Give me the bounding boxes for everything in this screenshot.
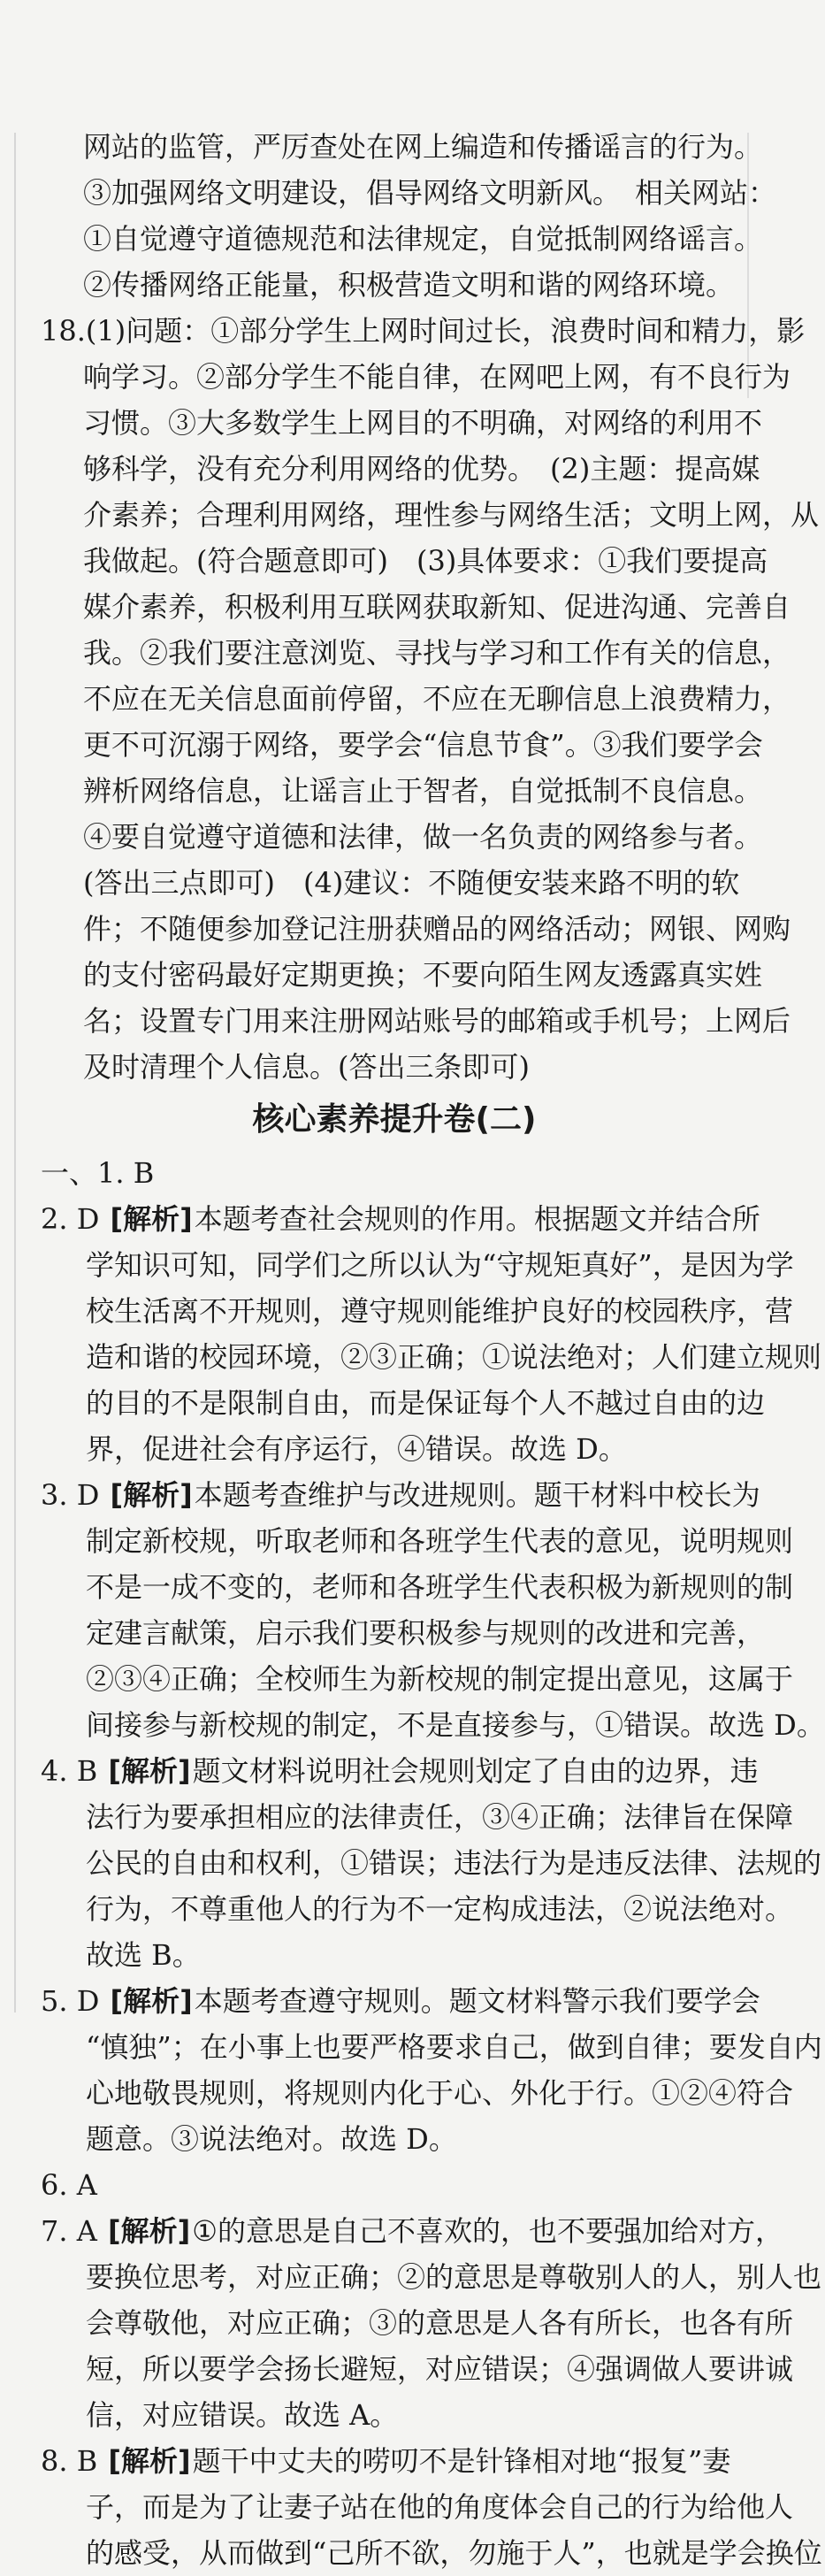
text-line: 信，对应错误。故选 A。 bbox=[86, 2398, 399, 2432]
text-line: 造和谐的校园环境，②③正确；①说法绝对；人们建立规则 bbox=[86, 1340, 822, 1374]
text-line: ①自觉遵守道德规范和法律规定，自觉抵制网络谣言。 bbox=[83, 222, 763, 256]
text-line: ③加强网络文明建设，倡导网络文明新风。 相关网站： bbox=[83, 176, 777, 210]
answer-number: 2. D bbox=[41, 1202, 100, 1236]
text-line: 界，促进社会有序运行，④错误。故选 D。 bbox=[86, 1432, 627, 1466]
text-line: 要换位思考，对应正确；②的意思是尊敬别人的人，别人也 bbox=[86, 2260, 822, 2294]
text-line: 18.(1)问题：①部分学生上网时间过长，浪费时间和精力，影 bbox=[41, 314, 806, 348]
text-line: 媒介素养，积极利用互联网获取新知、促进沟通、完善自 bbox=[83, 590, 791, 624]
text-line: 我做起。(符合题意即可) (3)具体要求：①我们要提高 bbox=[83, 544, 768, 578]
text-line: 间接参与新校规的制定，不是直接参与，①错误。故选 D。 bbox=[86, 1708, 825, 1742]
answer-number: 7. A bbox=[41, 2214, 97, 2248]
text-line: 学知识可知，同学们之所以认为“守规矩真好”，是因为学 bbox=[86, 1248, 794, 1282]
text-line: 我。②我们要注意浏览、寻找与学习和工作有关的信息， bbox=[83, 636, 791, 670]
answer-first-line bbox=[41, 1748, 759, 1794]
answer-number: 5. D bbox=[41, 1984, 100, 2018]
answer-first-line bbox=[41, 2438, 748, 2484]
text-line: 定建言献策，启示我们要积极参与规则的改进和完善， bbox=[86, 1616, 766, 1650]
text-line: 的目的不是限制自由，而是保证每个人不越过自由的边 bbox=[86, 1386, 766, 1420]
text-line: (答出三点即可) (4)建议：不随便安装来路不明的软 bbox=[83, 866, 740, 900]
text-line: 会尊敬他，对应正确；③的意思是人各有所长，也各有所 bbox=[86, 2306, 794, 2340]
answer-text: 本题考查社会规则的作用。根据题文并结合所 bbox=[194, 1202, 760, 1236]
text-line: 够科学，没有充分利用网络的优势。 (2)主题：提高媒 bbox=[83, 452, 760, 486]
text-line: 行为，不尊重他人的行为不一定构成违法，②说法绝对。 bbox=[86, 1892, 794, 1926]
analysis-tag: [解析] bbox=[110, 1984, 193, 2018]
text-line: 法行为要承担相应的法律责任，③④正确；法律旨在保障 bbox=[86, 1800, 794, 1834]
text-line: “慎独”；在小事上也要严格要求自己，做到自律；要发自内 bbox=[86, 2030, 822, 2064]
text-line: 的感受，从而做到“己所不欲，勿施于人”，也就是学会换位 bbox=[86, 2536, 822, 2570]
text-line: ④要自觉遵守道德和法律，做一名负责的网络参与者。 bbox=[83, 820, 763, 854]
left-margin-rule bbox=[14, 133, 16, 2012]
text-line: 故选 B。 bbox=[86, 1938, 201, 1972]
text-line: 习惯。③大多数学生上网目的不明确，对网络的利用不 bbox=[83, 406, 763, 440]
text-line: 及时清理个人信息。(答出三条即可) bbox=[83, 1050, 530, 1084]
text-line: 制定新校规，听取老师和各班学生代表的意见，说明规则 bbox=[86, 1524, 794, 1558]
text-line: 题意。③说法绝对。故选 D。 bbox=[86, 2122, 457, 2156]
answer-text: 本题考查遵守规则。题文材料警示我们要学会 bbox=[194, 1984, 760, 2018]
text-line: 响学习。②部分学生不能自律，在网吧上网，有不良行为 bbox=[83, 360, 791, 394]
answer-number: 8. B bbox=[41, 2444, 98, 2478]
analysis-tag: [解析] bbox=[108, 1754, 191, 1788]
answer-text-column bbox=[41, 124, 825, 2576]
text-line: 不应在无关信息面前停留，不应在无聊信息上浪费精力， bbox=[83, 682, 791, 716]
text-line: 介素养；合理利用网络，理性参与网络生活；文明上网，从 bbox=[83, 498, 820, 532]
text-line: 6. A bbox=[41, 2168, 97, 2202]
analysis-tag: [解析] bbox=[110, 1202, 193, 1236]
answer-first-line bbox=[41, 2208, 783, 2254]
text-line: 网站的监管，严厉查处在网上编造和传播谣言的行为。 bbox=[83, 130, 763, 164]
text-line: ②传播网络正能量，积极营造文明和谐的网络环境。 bbox=[83, 268, 735, 302]
answer-number: 4. B bbox=[41, 1754, 98, 1788]
answer-first-line bbox=[41, 1472, 760, 1518]
answer-first-line bbox=[41, 1196, 760, 1242]
text-line: 不是一成不变的，老师和各班学生代表积极为新规则的制 bbox=[86, 1570, 794, 1604]
analysis-tag: [解析] bbox=[107, 2214, 191, 2248]
text-line: 公民的自由和权利，①错误；违法行为是违反法律、法规的 bbox=[86, 1846, 822, 1880]
text-line: 更不可沉溺于网络，要学会“信息节食”。③我们要学会 bbox=[83, 728, 763, 762]
text-line: 校生活离不开规则，遵守规则能维护良好的校园秩序，营 bbox=[86, 1294, 794, 1328]
text-line: 子，而是为了让妻子站在他的角度体会自己的行为给他人 bbox=[86, 2490, 794, 2524]
answer-number: 3. D bbox=[41, 1478, 100, 1512]
text-line: 名；设置专门用来注册网站账号的邮箱或手机号；上网后 bbox=[83, 1004, 791, 1038]
answer-text: 题干中丈夫的唠叨不是针锋相对地“报复”妻 bbox=[192, 2444, 731, 2478]
text-line: 辨析网络信息，让谣言止于智者，自觉抵制不良信息。 bbox=[83, 774, 763, 808]
analysis-tag: [解析] bbox=[108, 2444, 191, 2478]
text-line: ②③④正确；全校师生为新校规的制定提出意见，这属于 bbox=[86, 1662, 794, 1696]
analysis-tag: [解析] bbox=[110, 1478, 193, 1512]
text-line: 短，所以要学会扬长避短，对应错误；④强调做人要讲诚 bbox=[86, 2352, 794, 2386]
text-line: 的支付密码最好定期更换；不要向陌生网友透露真实姓 bbox=[83, 958, 763, 992]
text-line: 心地敬畏规则，将规则内化于心、外化于行。①②④符合 bbox=[86, 2076, 794, 2110]
section-title: 核心素养提升卷(二) bbox=[252, 1101, 537, 1138]
text-line: 件；不随便参加登记注册获赠品的网络活动；网银、网购 bbox=[83, 912, 791, 946]
answer-text: 题文材料说明社会规则划定了自由的边界，违 bbox=[192, 1754, 759, 1788]
answer-text: ①的意思是自己不喜欢的，也不要强加给对方， bbox=[192, 2214, 783, 2248]
text-line: 一、1. B bbox=[41, 1156, 155, 1190]
answer-text: 本题考查维护与改进规则。题干材料中校长为 bbox=[194, 1478, 760, 1512]
answer-first-line bbox=[41, 1978, 760, 2024]
